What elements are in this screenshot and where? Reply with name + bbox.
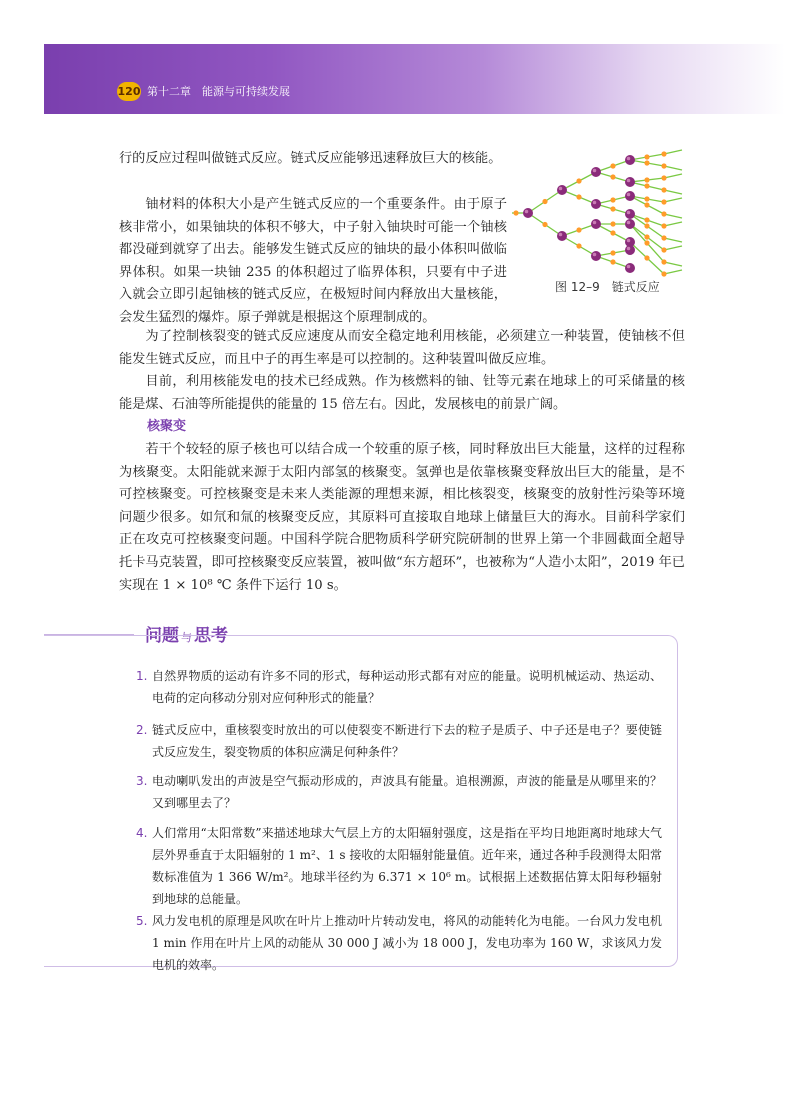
neutron-dot [644, 234, 649, 239]
nucleus-highlight [559, 187, 563, 191]
neutron-trail [664, 262, 682, 266]
neutron-trail [664, 222, 682, 226]
neutron-trail [664, 174, 682, 178]
neutron-dot [644, 255, 649, 260]
paragraph-reactor: 为了控制核裂变的链式反应速度从而安全稳定地利用核能，必须建立一种装置，使铀核不但能发生链式反应，而且中子的再生率是可以控制的。这种装置叫做反应堆。 [119, 329, 685, 367]
nucleus-highlight [627, 179, 631, 183]
paragraph-fusion: 若干个较轻的原子核也可以结合成一个较重的原子核，同时释放出巨大能量，这样的过程称为核聚变。太阳能就来源于太阳内部氢的核聚变。氢弹也是依靠核聚变释放出巨大的能量，是不可控核聚变。可控核聚变是未来人类能源的理想来源，相比核裂变，核聚变的放射性污染等环境问题少很多。如氘和氚的核聚变反应，其原料可直接取自地球上储量巨大的海水。目前科学家们正在攻克可控核聚变问题。中国科学院合肥物质科学研究院研制的世界上第一个非圆截面全超导托卡马克装置，即可控核聚变反应装置，被叫做“东方超环”，也被称为“人造小太阳”，2019 年已实现在 1 × 10⁸ ℃ 条件下运行 10 s。 [119, 442, 685, 593]
nucleus-highlight [593, 253, 597, 257]
question-item [136, 665, 662, 709]
question-number: 2. [136, 723, 148, 737]
nucleus-dot [591, 251, 601, 261]
chain-reaction-illustration [510, 148, 685, 278]
neutron-dot [644, 177, 649, 182]
nucleus-dot [625, 263, 635, 273]
neutron-dot [661, 247, 666, 252]
neutron-dot [661, 187, 666, 192]
question-number: 4. [136, 826, 148, 840]
neutron-trail [664, 238, 682, 242]
neutron-dot [661, 199, 666, 204]
nucleus-dot [625, 177, 635, 187]
neutron-dot [644, 202, 649, 207]
questions-title-join: 与 [181, 631, 192, 644]
neutron-dot [576, 227, 581, 232]
nucleus-highlight [593, 221, 597, 225]
neutron-dot [644, 154, 649, 159]
neutron-dot [644, 223, 649, 228]
nucleus-dot [591, 167, 601, 177]
nucleus-highlight [593, 169, 597, 173]
nucleus-highlight [627, 211, 631, 215]
neutron-dot [513, 210, 518, 215]
nucleus-highlight [627, 239, 631, 243]
question-number: 1. [136, 669, 148, 683]
page-number-badge: 120 [117, 82, 141, 101]
neutron-dot [644, 196, 649, 201]
nucleus-dot [625, 245, 635, 255]
neutron-dot [576, 243, 581, 248]
chain-reaction-figure [510, 148, 685, 278]
neutron-dot [610, 206, 615, 211]
nucleus-dot [557, 185, 567, 195]
neutron-dot [610, 174, 615, 179]
nucleus-dot [625, 219, 635, 229]
paragraph-critical-volume: 铀材料的体积大小是产生链式反应的一个重要条件。由于原子核非常小，如果铀块的体积不够大，中子射入铀块时可能一个铀核都没碰到就穿了出去。能够发生链式反应的铀块的最小体积叫做临界体积。如果一块铀 235 的体积超过了临界体积，只要有中子进入就会立即引起铀核的链式反应，在极短时间内释放出大量核能，会发生猛烈的爆炸。原子弹就是根据这个原理制成的。 [119, 197, 507, 325]
chapter-title: 第十二章 能源与可持续发展 [147, 85, 290, 98]
nucleus-highlight [627, 157, 631, 161]
nucleus-highlight [559, 233, 563, 237]
nucleus-dot [625, 155, 635, 165]
neutron-dot [644, 160, 649, 165]
neutron-dot [661, 175, 666, 180]
nucleus-highlight [627, 193, 631, 197]
questions-title-a: 问题 [145, 626, 179, 646]
question-text: 风力发电机的原理是风吹在叶片上推动叶片转动发电，将风的动能转化为电能。一台风力发电机 1 min 作用在叶片上风的动能从 30 000 J 减小为 18 000 J，发电功率为 160 W，求该风力发电机的效率。 [152, 914, 662, 972]
neutron-dot [542, 199, 547, 204]
neutron-dot [610, 163, 615, 168]
neutron-dot [610, 197, 615, 202]
question-number: 5. [136, 914, 148, 928]
nucleus-dot [625, 209, 635, 219]
neutron-dot [661, 271, 666, 276]
question-item [136, 822, 662, 910]
question-text: 人们常用“太阳常数”来描述地球大气层上方的太阳辐射强度，这是指在平均日地距离时地球大气层外界垂直于太阳辐射的 1 m²、1 s 接收的太阳辐射能量值。近年来，通过各种手段测得太阳常数标准值为 1 366 W/m²。地球半径约为 6.371 × 10⁶ m。试根据上述数据估算太阳每秒辐射到地球的总能量。 [152, 826, 662, 906]
nucleus-highlight [627, 247, 631, 251]
question-text: 自然界物质的运动有许多不同的形式，每种运动形式都有对应的能量。说明机械运动、热运动、电荷的定向移动分别对应何种形式的能量？ [152, 669, 662, 705]
neutron-trail [664, 214, 682, 218]
nucleus-dot [591, 219, 601, 229]
question-item [136, 910, 662, 976]
nucleus-dot [625, 191, 635, 201]
chapter-header-band [44, 44, 800, 114]
neutron-dot [644, 183, 649, 188]
neutron-dot [576, 194, 581, 199]
question-item [136, 770, 662, 814]
neutron-dot [661, 211, 666, 216]
neutron-dot [661, 259, 666, 264]
neutron-dot [542, 222, 547, 227]
question-item [136, 719, 662, 763]
neutron-trail [664, 270, 682, 274]
paragraph-nuclear-power: 目前，利用核能发电的技术已经成熟。作为核燃料的铀、钍等元素在地球上的可采储量的核能是煤、石油等所能提供的能量的 15 倍左右。因此，发展核电的前景广阔。 [119, 374, 685, 412]
nucleus-dot [557, 231, 567, 241]
nucleus-dot [523, 208, 533, 218]
questions-title-b: 思考 [194, 626, 228, 646]
neutron-trail [664, 198, 682, 202]
neutron-dot [610, 259, 615, 264]
neutron-dot [661, 163, 666, 168]
neutron-trail [664, 246, 682, 250]
neutron-dot [610, 221, 615, 226]
neutron-dot [644, 240, 649, 245]
question-number: 3. [136, 774, 148, 788]
neutron-dot [661, 223, 666, 228]
nucleus-highlight [627, 265, 631, 269]
question-text: 链式反应中，重核裂变时放出的可以使裂变不断进行下去的粒子是质子、中子还是电子？要使链式反应发生，裂变物质的体积应满足何种条件？ [152, 723, 662, 759]
nucleus-highlight [627, 221, 631, 225]
neutron-trail [664, 190, 682, 194]
paragraph-chain-reaction: 行的反应过程叫做链式反应。链式反应能够迅速释放巨大的核能。 [119, 151, 502, 166]
neutron-dot [644, 217, 649, 222]
nucleus-highlight [593, 201, 597, 205]
neutron-trail [664, 166, 682, 170]
subheading-fusion: 核聚变 [147, 419, 187, 434]
neutron-dot [661, 235, 666, 240]
neutron-dot [661, 151, 666, 156]
figure-caption: 图 12–9 链式反应 [555, 280, 660, 294]
neutron-trail [664, 150, 682, 154]
neutron-dot [610, 250, 615, 255]
neutron-dot [610, 230, 615, 235]
question-text: 电动喇叭发出的声波是空气振动形成的，声波具有能量。追根溯源，声波的能量是从哪里来的？又到哪里去了？ [152, 774, 662, 810]
neutron-dot [576, 178, 581, 183]
nucleus-highlight [525, 210, 529, 214]
nucleus-dot [591, 199, 601, 209]
